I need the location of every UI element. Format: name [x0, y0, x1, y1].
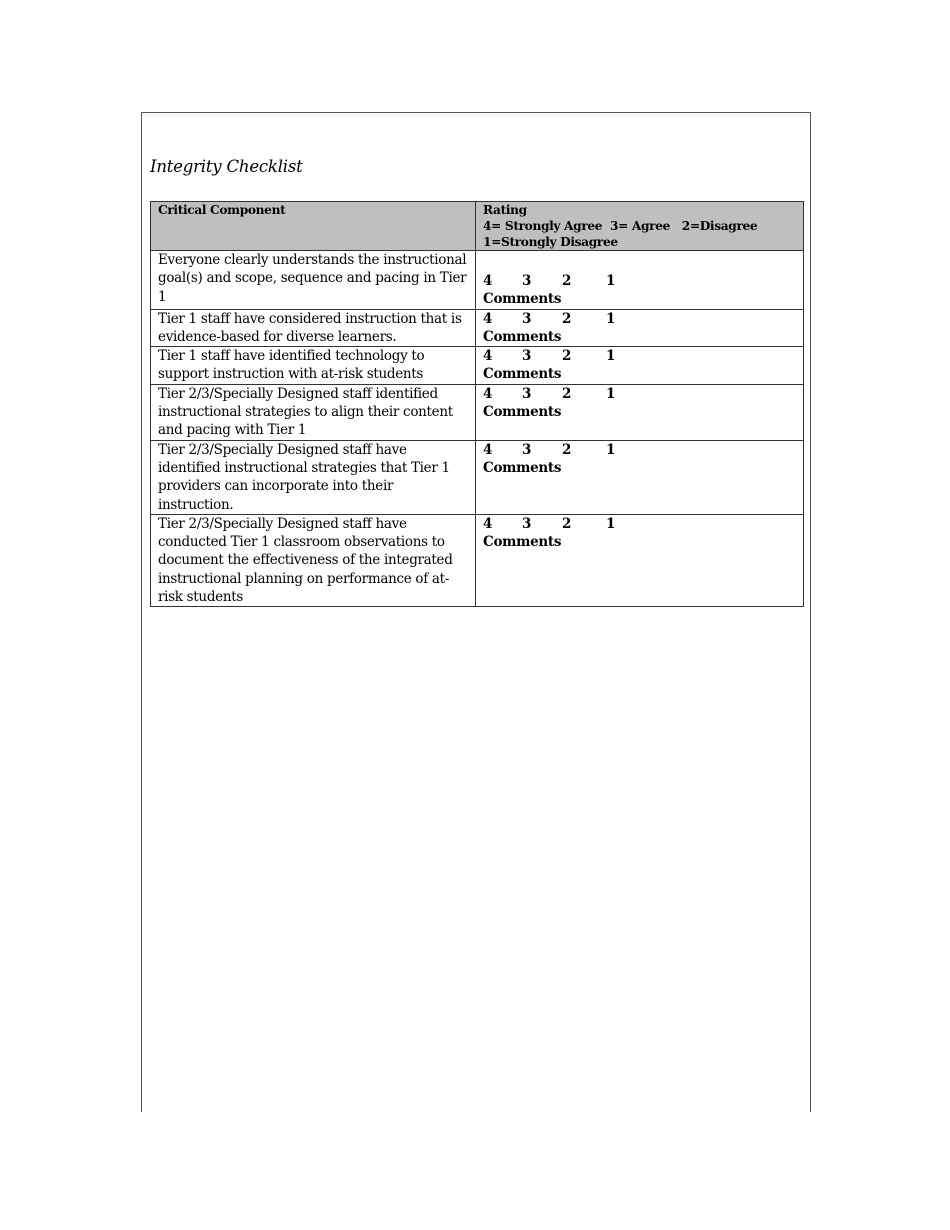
- rating-scale: [483, 272, 796, 290]
- table-row: [151, 309, 804, 347]
- header-rating: [476, 202, 804, 251]
- rating-scale: [483, 310, 796, 328]
- rating-legend-line-2: 1=Strongly Disagree: [483, 235, 618, 249]
- rating-option-3[interactable]: 3: [522, 348, 532, 365]
- rating-option-2[interactable]: 2: [562, 515, 572, 532]
- rating-option-3[interactable]: 3: [522, 515, 532, 532]
- table-row: [151, 440, 804, 514]
- document-title: Integrity Checklist: [150, 157, 303, 176]
- rating-option-2[interactable]: 2: [562, 273, 572, 289]
- rating-option-3[interactable]: 3: [522, 385, 532, 402]
- rating-scale: [483, 515, 796, 533]
- rating-cell: [476, 347, 804, 385]
- rating-option-4[interactable]: 4: [483, 310, 493, 327]
- rating-option-1[interactable]: 1: [606, 385, 616, 402]
- rating-option-1[interactable]: 1: [606, 441, 616, 458]
- rating-option-1[interactable]: 1: [606, 515, 616, 532]
- rating-cell: [476, 309, 804, 347]
- integrity-checklist-table: [150, 201, 804, 607]
- rating-option-4[interactable]: 4: [483, 385, 493, 402]
- rating-scale: [483, 347, 796, 365]
- rating-option-3[interactable]: 3: [522, 310, 532, 327]
- comments-label: Comments: [483, 459, 562, 476]
- comments-label: Comments: [483, 534, 562, 551]
- table-row: [151, 347, 804, 385]
- rating-scale: [483, 441, 796, 459]
- critical-component-cell: Tier 1 staff have identified technology to support instruction with at-risk students: [151, 347, 476, 385]
- rating-title: Rating: [483, 203, 527, 217]
- rating-legend-line-1: 4= Strongly Agree 3= Agree 2=Disagree: [483, 219, 758, 233]
- critical-component-cell: Tier 2/3/Specially Designed staff have conducted Tier 1 classroom observations to document the effectiveness of the integrated instructional planning on performance of at-risk students: [151, 514, 476, 606]
- rating-option-4[interactable]: 4: [483, 348, 493, 365]
- comments-label: Comments: [483, 366, 562, 383]
- rating-option-1[interactable]: 1: [606, 273, 616, 289]
- critical-component-cell: Tier 2/3/Specially Designed staff have identified instructional strategies that Tier 1 providers can incorporate into their instruction.: [151, 440, 476, 514]
- critical-component-cell: Tier 2/3/Specially Designed staff identified instructional strategies to align their content and pacing with Tier 1: [151, 384, 476, 440]
- rating-cell: [476, 251, 804, 310]
- rating-option-1[interactable]: 1: [606, 348, 616, 365]
- comments-label: Comments: [483, 404, 562, 421]
- rating-cell: [476, 514, 804, 606]
- rating-cell: [476, 384, 804, 440]
- critical-component-cell: Everyone clearly understands the instructional goal(s) and scope, sequence and pacing in Tier 1: [151, 251, 476, 310]
- rating-option-4[interactable]: 4: [483, 273, 493, 289]
- rating-option-3[interactable]: 3: [522, 441, 532, 458]
- critical-component-cell: Tier 1 staff have considered instruction that is evidence-based for diverse learners.: [151, 309, 476, 347]
- comments-label: Comments: [483, 291, 562, 308]
- table-header-row: [151, 202, 804, 251]
- table-row: [151, 514, 804, 606]
- rating-option-2[interactable]: 2: [562, 385, 572, 402]
- rating-option-4[interactable]: 4: [483, 515, 493, 532]
- rating-scale: [483, 385, 796, 403]
- header-critical-component: Critical Component: [151, 202, 476, 251]
- table-row: [151, 384, 804, 440]
- rating-cell: [476, 440, 804, 514]
- rating-option-2[interactable]: 2: [562, 441, 572, 458]
- rating-option-4[interactable]: 4: [483, 441, 493, 458]
- table-row: [151, 251, 804, 310]
- rating-option-2[interactable]: 2: [562, 348, 572, 365]
- rating-option-2[interactable]: 2: [562, 310, 572, 327]
- comments-label: Comments: [483, 328, 562, 345]
- rating-option-1[interactable]: 1: [606, 310, 616, 327]
- rating-option-3[interactable]: 3: [522, 273, 532, 289]
